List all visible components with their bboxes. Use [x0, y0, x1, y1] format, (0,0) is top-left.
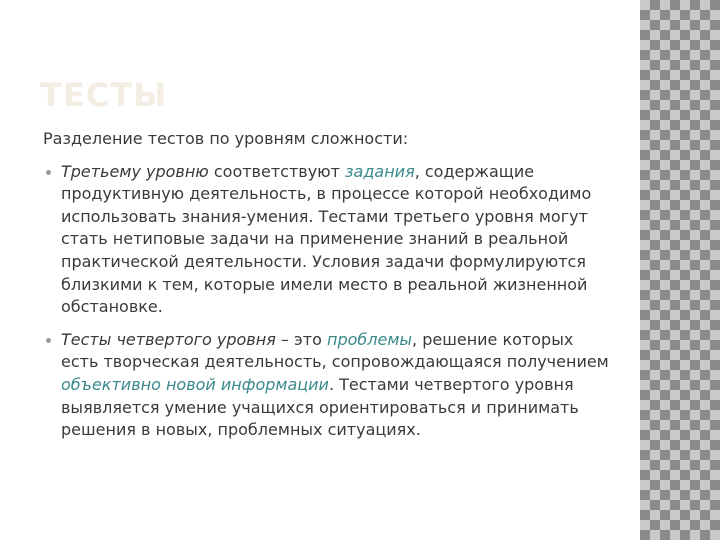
bullet-dot-icon: [46, 338, 51, 343]
slide-title: ТЕСТЫ: [40, 76, 168, 114]
level-four-highlight-problems: проблемы: [326, 329, 413, 349]
level-four-text-c: . Тестами четвертого уровня выявляется умение учащихся ориентироваться и принимать решения в новых, проблемных ситуациях.: [61, 374, 579, 440]
slide-content: [43, 128, 613, 452]
level-four-text-a: – это: [275, 329, 327, 349]
level-four-highlight-new-info: объективно новой информации: [61, 374, 329, 394]
decorative-diamond-pattern: [640, 0, 720, 540]
level-four-text-b: , решение которых есть творческая деятельность, сопровождающаяся получением: [61, 329, 609, 372]
bullet-level-four: [43, 329, 613, 442]
level-three-highlight: задания: [345, 161, 415, 181]
bullet-list: [43, 161, 613, 442]
level-three-text-a: соответствуют: [208, 161, 346, 181]
bullet-level-three: [43, 161, 613, 319]
intro-text: Разделение тестов по уровням сложности:: [43, 129, 409, 148]
bullet-dot-icon: [46, 170, 51, 175]
level-four-term: Тесты четвертого уровня: [61, 329, 276, 349]
level-three-text-b: , содержащие продуктивную деятельность, в процессе которой необходимо использовать знания-умения. Тестами третьего уровня могут стать нетиповые задачи на применение знаний в реальной практической деятельности. Условия задачи формулируются близкими к тем, которые имели место в реальной жизненной обстановке.: [61, 161, 592, 317]
level-three-term: Третьему уровню: [61, 161, 209, 181]
